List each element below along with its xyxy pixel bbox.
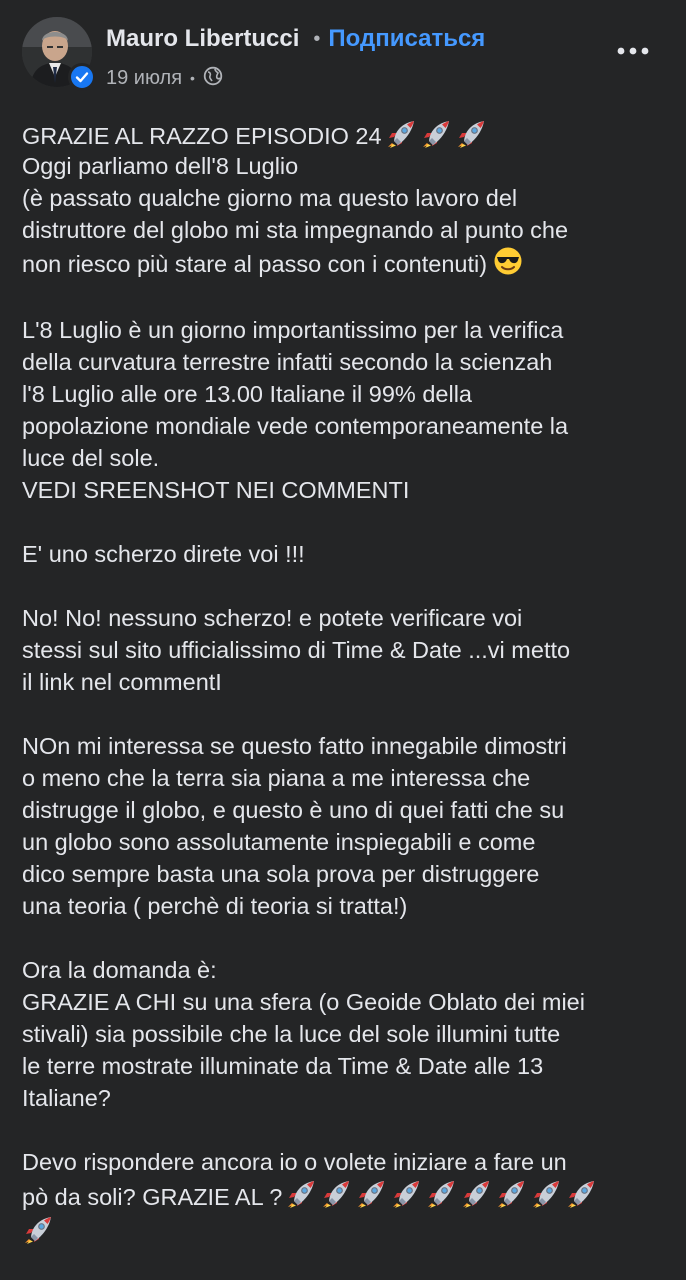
post-date[interactable]: 19 июля (106, 66, 183, 89)
rocket-emoji (420, 118, 452, 158)
text-line: distruttore del globo mi sta impegnando al punto che (22, 217, 569, 243)
rocket-emoji (22, 1214, 54, 1256)
text-line: GRAZIE AL RAZZO EPISODIO 24 (22, 118, 672, 150)
author-row (106, 22, 485, 56)
text-line: NOn mi interessa se questo fatto innegabile dimostri (22, 733, 567, 759)
rocket-emoji (425, 1178, 457, 1220)
rocket-emoji (320, 1178, 352, 1220)
text-line: l'8 Luglio alle ore 13.00 Italiane il 99% della (22, 381, 472, 407)
text-line: Devo rispondere ancora io o volete iniziare a fare un (22, 1149, 567, 1175)
text-line: una teoria ( perchè di teoria si tratta!) (22, 893, 408, 919)
globe-icon[interactable] (203, 66, 223, 91)
rocket-emoji (385, 118, 417, 158)
text-line: stivali) sia possibile che la luce del sole illumini tutte (22, 1021, 561, 1047)
separator-dot: • (313, 27, 321, 50)
rocket-emoji (285, 1178, 317, 1220)
text-line: luce del sole. (22, 445, 160, 471)
text-line: della curvatura terrestre infatti secondo la scienzah (22, 349, 553, 375)
rocket-emoji (455, 118, 487, 158)
more-options-icon[interactable] (610, 36, 656, 66)
text-line: un globo sono assolutamente inspiegabili e come (22, 829, 536, 855)
rocket-emoji (390, 1178, 422, 1220)
text-line: popolazione mondiale vede contemporaneamente la (22, 413, 569, 439)
text-line: stessi sul sito ufficialissimo di Time & Date ...vi metto (22, 637, 571, 663)
rocket-emoji (565, 1178, 597, 1220)
avatar[interactable] (22, 17, 92, 87)
text-line: distrugge il globo, e questo è uno di quei fatti che su (22, 797, 565, 823)
text-line: GRAZIE A CHI su una sfera (o Geoide Oblato dei miei (22, 989, 585, 1015)
post-meta (106, 64, 223, 92)
rocket-emoji (355, 1178, 387, 1220)
author-name[interactable]: Mauro Libertucci (106, 25, 300, 52)
rocket-emoji (495, 1178, 527, 1220)
post-header (0, 0, 686, 100)
text-line: il link nel commentI (22, 669, 222, 695)
rocket-emoji (530, 1178, 562, 1220)
text-line: le terre mostrate illuminate da Time & Date alle 13 (22, 1053, 544, 1079)
text-line: dico sempre basta una sola prova per distruggere (22, 861, 540, 887)
follow-button[interactable]: Подписаться (328, 25, 486, 52)
text-line: o meno che la terra sia piana a me interessa che (22, 765, 531, 791)
text-line: E' uno scherzo direte voi !!! (22, 541, 305, 567)
smiling-face-with-sunglasses-emoji (493, 246, 523, 286)
text-line: (è passato qualche giorno ma questo lavoro del (22, 185, 518, 211)
post-text (22, 118, 672, 1250)
text-line: pò da soli? GRAZIE AL ? (22, 1178, 672, 1214)
text-line: Italiane? (22, 1085, 111, 1111)
text-line: Ora la domanda è: (22, 957, 217, 983)
text-line: VEDI SREENSHOT NEI COMMENTI (22, 477, 410, 503)
verified-badge-icon (68, 63, 96, 91)
text-line: non riesco più stare al passo con i contenuti) (22, 246, 672, 282)
rocket-emoji (460, 1178, 492, 1220)
text-line: Oggi parliamo dell'8 Luglio (22, 153, 299, 179)
text-line: L'8 Luglio è un giorno importantissimo per la verifica (22, 317, 564, 343)
text-line: No! No! nessuno scherzo! e potete verificare voi (22, 605, 523, 631)
meta-separator-dot: • (190, 70, 195, 86)
